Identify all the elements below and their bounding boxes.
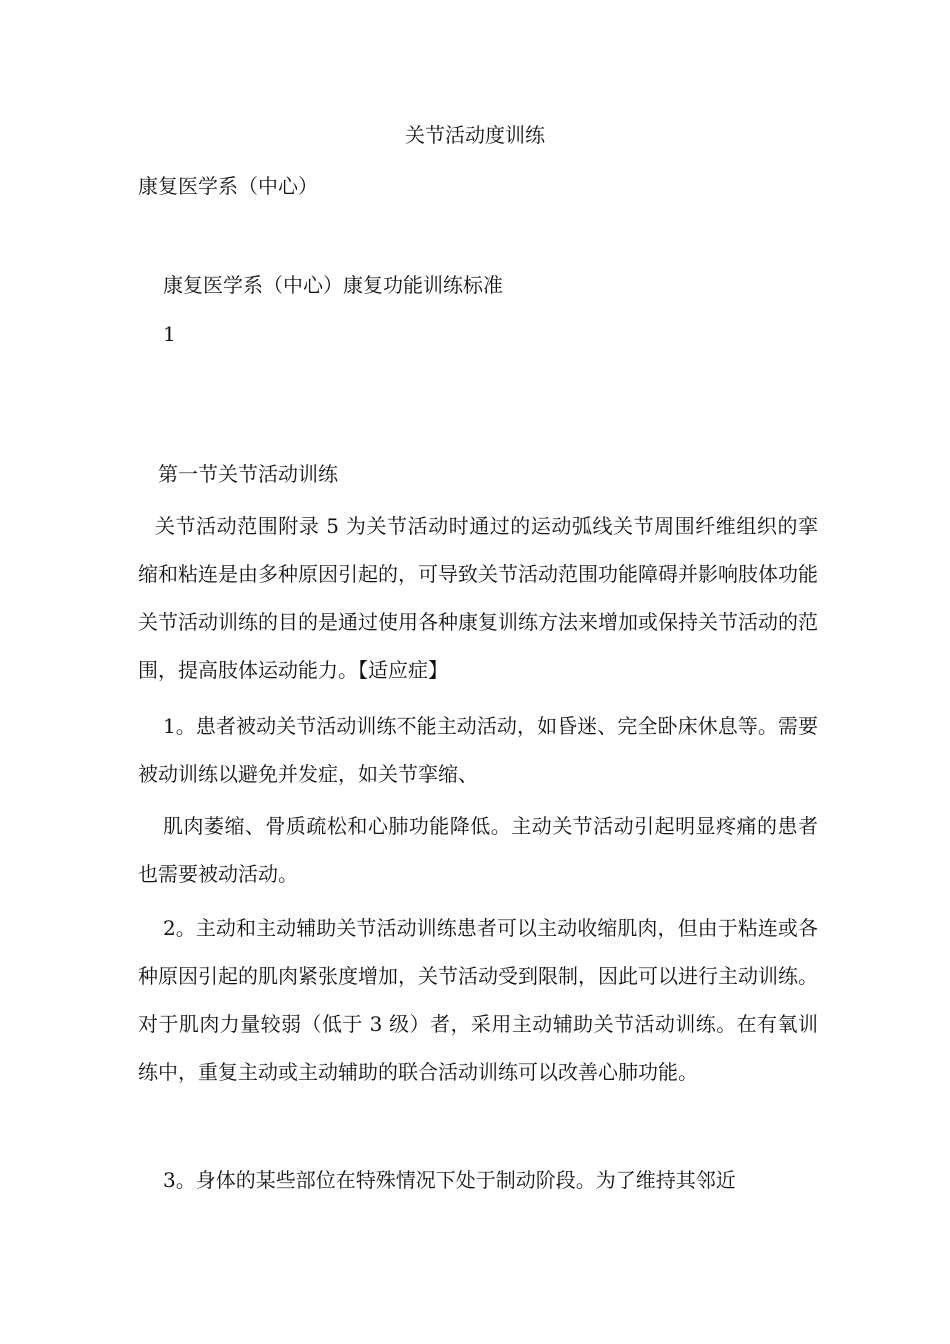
- department-name: 康复医学系（中心）: [138, 174, 318, 198]
- section-heading: 第一节关节活动训练: [158, 462, 338, 486]
- standard-title: 康复医学系（中心）康复功能训练标准: [163, 273, 503, 297]
- page-number: 1: [163, 322, 176, 346]
- paragraph-intro: 关节活动范围附录 5 为关节活动时通过的运动弧线关节周围纤维组织的挛缩和粘连是由多种原因引起的，可导致关节活动范围功能障碍并影响肢体功能关节活动训练的目的是通过使用各种康复训练方法来增加或保持关节活动的范围，提高肢体运动能力。【适应症】: [138, 514, 818, 682]
- paragraph-item-3: 3。身体的某些部位在特殊情况下处于制动阶段。为了维持其邻近: [163, 1168, 736, 1192]
- paragraph-item-2: 2。主动和主动辅助关节活动训练患者可以主动收缩肌肉，但由于粘连或各种原因引起的肌肉紧张度增加，关节活动受到限制，因此可以进行主动训练。对于肌肉力量较弱（低于 3 级）者，采用主动辅助关节活动训练。在有氧训练中，重复主动或主动辅助的联合活动训练可以改善心肺功能。: [138, 916, 818, 1084]
- paragraph-item-1-continued: 肌肉萎缩、骨质疏松和心肺功能降低。主动关节活动引起明显疼痛的患者也需要被动活动。: [138, 814, 818, 886]
- document-title: 关节活动度训练: [405, 123, 545, 147]
- paragraph-item-1: 1。患者被动关节活动训练不能主动活动，如昏迷、完全卧床休息等。需要被动训练以避免并发症，如关节挛缩、: [138, 714, 818, 786]
